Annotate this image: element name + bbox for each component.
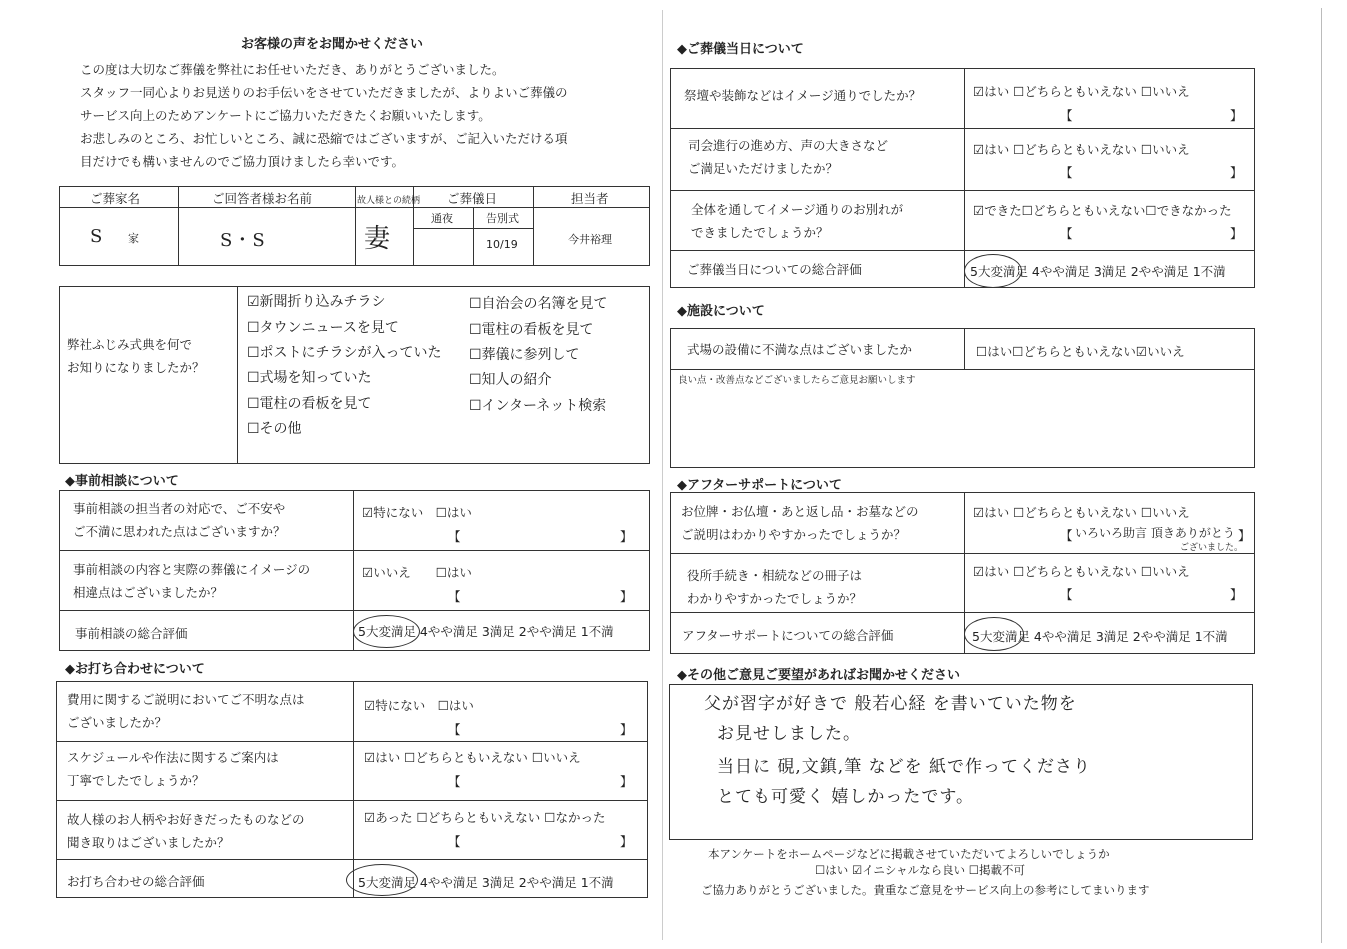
day-q2-options[interactable]: ☑はい ☐どちらともいえない ☐いいえ (973, 142, 1190, 157)
bracket-close: 】 (1230, 587, 1243, 602)
bracket-close: 】 (1230, 108, 1243, 123)
comment-line-3: 当日に 硯,文鎮,筆 などを 紙で作ってくださり (717, 757, 1092, 777)
pre-q2-options[interactable]: ☑いいえ ☐はい (362, 565, 472, 580)
option-pole-sign[interactable]: ☐電柱の看板を見て (469, 322, 594, 338)
bracket-close: 】 (620, 834, 633, 849)
option-knew-venue[interactable]: ☐式場を知っていた (247, 370, 372, 386)
divider (670, 553, 1255, 554)
after-q2: 役所手続き・相続などの冊子は わかりやすかったでしょうか？ (687, 568, 863, 606)
divider (473, 207, 474, 266)
section-meeting: ◆お打ち合わせについて (65, 662, 205, 677)
bracket-close: 】 (620, 774, 633, 789)
header-name: ご回答者様お名前 (212, 191, 313, 206)
meeting-q2-options[interactable]: ☑はい ☐どちらともいえない ☐いいえ (364, 750, 581, 765)
header-wake: 通夜 (431, 212, 453, 225)
after-q1-note: いろいろ助言 頂きありがとう (1075, 526, 1235, 540)
meeting-q3-options[interactable]: ☑あった ☐どちらともいえない ☐なかった (364, 810, 606, 825)
family-suffix: 家 (128, 232, 139, 245)
rating-circle (346, 864, 418, 896)
after-rating[interactable]: 5大変満足 4やや満足 3満足 2やや満足 1不満 (972, 629, 1228, 644)
bracket-open: 【 (448, 774, 461, 789)
divider (964, 68, 965, 288)
pre-q1: 事前相談の担当者の対応で、ご不安や ご不満に思われた点はございますか？ (73, 501, 286, 539)
facility-q1-options[interactable]: ☐はい☐どちらともいえない☑いいえ (976, 344, 1185, 359)
page-edge (1321, 8, 1322, 943)
divider (355, 186, 356, 266)
relation-value: 妻 (364, 224, 392, 254)
pre-overall-label: 事前相談の総合評価 (75, 626, 188, 641)
option-flyer[interactable]: ☐ポストにチラシが入っていた (247, 345, 442, 361)
option-pole-sign-2[interactable]: ☐電柱の看板を見て (247, 396, 372, 412)
option-newspaper[interactable]: ☑新聞折り込みチラシ (247, 294, 386, 310)
pre-rating[interactable]: 5大変満足 4やや満足 3満足 2やや満足 1不満 (358, 624, 614, 639)
meeting-q3: 故人様のお人柄やお好きだったものなどの 聞き取りはございましたか？ (67, 812, 305, 850)
source-question: 弊社ふじみ式典を何で お知りになりましたか？ (67, 337, 205, 375)
divider (56, 859, 648, 860)
bracket-close: 】 (1238, 528, 1251, 543)
bracket-open: 【 (448, 589, 461, 604)
respondent-name: S・S (220, 230, 266, 251)
meeting-rating[interactable]: 5大変満足 4やや満足 3満足 2やや満足 1不満 (358, 875, 614, 890)
page-title: お客様の声をお聞かせください (241, 37, 424, 52)
divider (964, 328, 965, 369)
section-facility: ◆施設について (677, 304, 765, 319)
comment-line-4: とても可愛く 嬉しかったです。 (717, 787, 975, 807)
divider (59, 550, 650, 551)
meeting-q1: 費用に関するご説明においてご不明な点は ございましたか？ (67, 692, 305, 730)
rating-circle (353, 615, 420, 648)
day-q2: 司会進行の進め方、声の大きさなど ご満足いただけましたか？ (688, 138, 889, 176)
header-relation: 故人様との続柄 (357, 196, 421, 206)
option-referral[interactable]: ☐知人の紹介 (469, 372, 552, 388)
meeting-q1-options[interactable]: ☑特にない ☐はい (364, 698, 474, 713)
header-funeral: 告別式 (486, 212, 519, 225)
comment-line-2: お見せしました。 (717, 724, 861, 744)
bracket-open: 【 (1060, 587, 1073, 602)
divider (178, 186, 179, 266)
divider (56, 741, 648, 742)
divider (59, 610, 650, 611)
header-staff: 担当者 (571, 191, 609, 206)
bracket-close: 】 (1230, 165, 1243, 180)
pre-q1-options[interactable]: ☑特にない ☐はい (362, 505, 472, 520)
divider (353, 681, 354, 898)
divider (670, 190, 1255, 191)
bracket-close: 】 (620, 529, 633, 544)
family-name: S (90, 226, 104, 247)
bracket-open: 【 (448, 834, 461, 849)
day-q3-options[interactable]: ☑できた☐どちらともいえない☐できなかった (973, 203, 1232, 218)
funeral-date: 10/19 (486, 238, 518, 251)
bracket-close: 】 (620, 589, 633, 604)
divider (56, 800, 648, 801)
section-after: ◆アフターサポートについて (677, 478, 842, 493)
day-q1-options[interactable]: ☑はい ☐どちらともいえない ☐いいえ (973, 84, 1190, 99)
footer-permission: 本アンケートをホームページなどに掲載させていただいてよろしいでしょうか (708, 847, 1110, 861)
bracket-open: 【 (1060, 108, 1073, 123)
option-attended[interactable]: ☐葬儀に参列して (469, 347, 580, 363)
after-overall-label: アフターサポートについての総合評価 (682, 628, 894, 643)
bracket-close: 】 (620, 722, 633, 737)
rating-circle (964, 254, 1022, 288)
bracket-open: 【 (1060, 165, 1073, 180)
bracket-close: 】 (1230, 226, 1243, 241)
rating-circle (964, 617, 1024, 651)
footer-options[interactable]: ☐はい ☑イニシャルなら良い ☐掲載不可 (815, 863, 1026, 877)
bracket-open: 【 (1060, 226, 1073, 241)
facility-q1: 式場の設備に不満な点はございましたか (687, 342, 913, 357)
header-family: ご葬家名 (90, 191, 141, 206)
divider (670, 369, 1255, 370)
intro-text: この度は大切なご葬儀を弊社にお任せいただき、ありがとうございました。 スタッフ一同心よりお見送りのお手伝いをさせていただきましたが、よりよいご葬儀の サービス向上のためアンケートにご協力いただきたくお願いいたします。 お悲しみのところ、お忙しいところ、誠に恐縮ではございますが、ご記入いただける項 目だけでも構いませんのでご協力頂けましたら幸いです。 (80, 62, 568, 169)
day-q3: 全体を通してイメージ通りのお別れが できましたでしょうか？ (691, 202, 904, 240)
after-q1: お位牌・お仏壇・あと返し品・お墓などの ご説明はわかりやすかったでしょうか？ (681, 504, 919, 542)
meeting-overall-label: お打ち合わせの総合評価 (67, 874, 205, 889)
section-pre: ◆事前相談について (65, 474, 179, 489)
pre-q2: 事前相談の内容と実際の葬儀にイメージの 相違点はございましたか？ (73, 562, 311, 600)
day-overall-label: ご葬儀当日についての総合評価 (687, 262, 862, 277)
divider (533, 186, 534, 266)
staff-name: 今井裕理 (568, 233, 612, 246)
option-community[interactable]: ☐自治会の名簿を見て (469, 296, 608, 312)
bracket-open: 【 (448, 722, 461, 737)
after-q2-options[interactable]: ☑はい ☐どちらともいえない ☐いいえ (973, 564, 1190, 579)
option-town-news[interactable]: ☐タウンニュースを見て (247, 320, 399, 336)
page-fold (662, 10, 663, 940)
after-q1-options[interactable]: ☑はい ☐どちらともいえない ☐いいえ (973, 505, 1190, 520)
bracket-open: 【 (1060, 528, 1073, 543)
section-other: ◆その他ご意見ご要望があればお聞かせください (677, 668, 960, 683)
option-internet[interactable]: ☐インターネット検索 (469, 398, 607, 414)
day-rating[interactable]: 5大変満足 4やや満足 3満足 2やや満足 1不満 (970, 264, 1226, 279)
option-other[interactable]: ☐その他 (247, 421, 302, 437)
after-q1-note-2: ございました。 (1180, 543, 1244, 553)
facility-comment-label: 良い点・改善点などございましたらご意見お願いします (678, 375, 916, 386)
meeting-q2: スケジュールや作法に関するご案内は 丁寧でしたでしょうか？ (67, 750, 279, 788)
divider (670, 128, 1255, 129)
comment-line-1: 父が習字が好きで 般若心経 を書いていた物を (704, 694, 1077, 714)
divider (237, 286, 238, 464)
footer-thanks: ご協力ありがとうございました。貴重なご意見をサービス向上の参考にしてまいります (701, 883, 1150, 897)
divider (670, 612, 1255, 613)
section-day: ◆ご葬儀当日について (677, 42, 804, 57)
bracket-open: 【 (448, 529, 461, 544)
day-q1: 祭壇や装飾などはイメージ通りでしたか？ (684, 88, 922, 103)
divider (670, 250, 1255, 251)
header-date: ご葬儀日 (447, 191, 498, 206)
